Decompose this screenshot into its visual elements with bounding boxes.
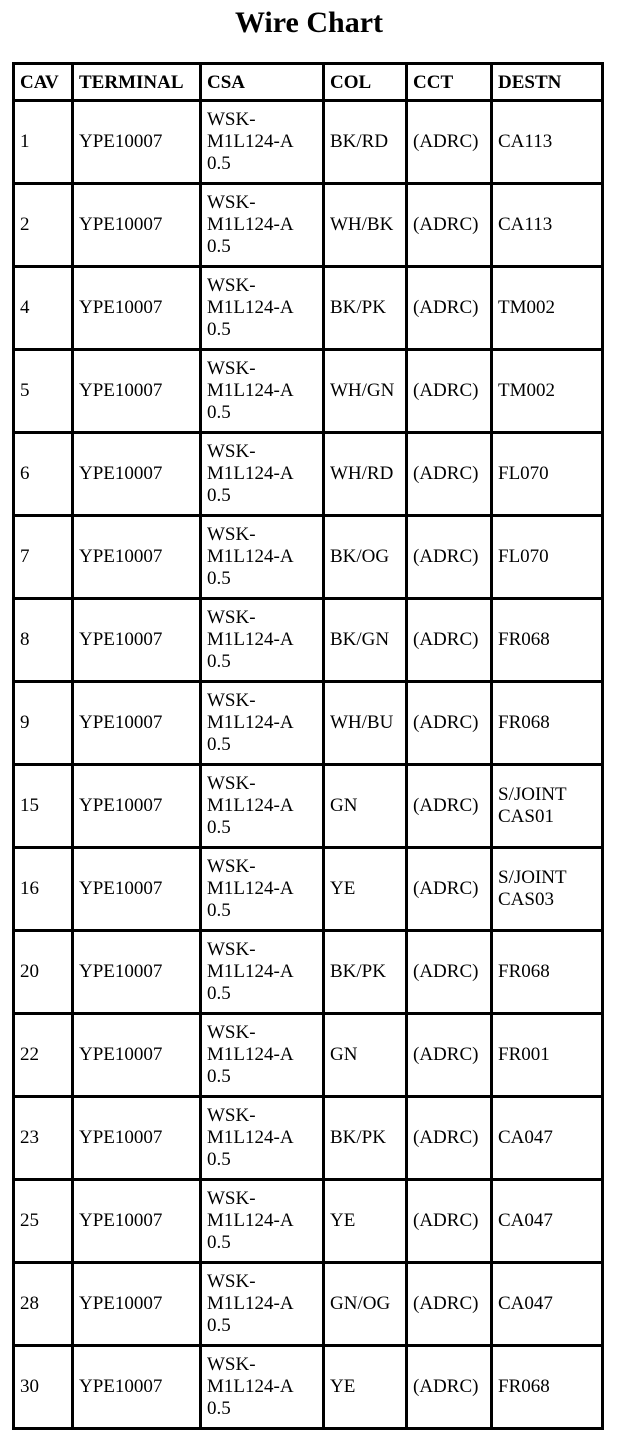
csa-line: M1L124-A [207, 297, 294, 318]
cell-col: BK/PK [325, 268, 408, 351]
csa-line: WSK- [207, 607, 256, 628]
wire-chart-table [12, 62, 604, 1430]
csa-line: WSK- [207, 939, 256, 960]
cell-cav: 1 [15, 102, 74, 185]
cell-csa [202, 185, 325, 268]
cell-cct: (ADRC) [408, 766, 493, 849]
csa-line: M1L124-A [207, 712, 294, 733]
cell-terminal: YPE10007 [74, 517, 202, 600]
cell-csa [202, 1015, 325, 1098]
cell-cav: 6 [15, 434, 74, 517]
csa-line: M1L124-A [207, 546, 294, 567]
cell-csa [202, 1264, 325, 1347]
csa-line: 0.5 [207, 983, 231, 1004]
cell-terminal: YPE10007 [74, 600, 202, 683]
cell-col: BK/OG [325, 517, 408, 600]
csa-line: 0.5 [207, 1232, 231, 1253]
column-header-cav: CAV [15, 65, 74, 102]
table-row [15, 600, 604, 683]
destn-line: CAS01 [498, 806, 554, 827]
csa-line: WSK- [207, 1271, 256, 1292]
destn-line: FR068 [498, 1376, 550, 1397]
csa-line: M1L124-A [207, 1376, 294, 1397]
table-header-row [15, 65, 604, 102]
column-header-destn: DESTN [493, 65, 604, 102]
cell-col: WH/BK [325, 185, 408, 268]
csa-line: 0.5 [207, 485, 231, 506]
table-row [15, 185, 604, 268]
cell-destn [493, 434, 604, 517]
csa-line: WSK- [207, 1022, 256, 1043]
cell-csa [202, 434, 325, 517]
csa-line: M1L124-A [207, 795, 294, 816]
cell-col: BK/PK [325, 1098, 408, 1181]
cell-csa [202, 1098, 325, 1181]
table-row [15, 1347, 604, 1430]
cell-cct: (ADRC) [408, 517, 493, 600]
column-header-col: COL [325, 65, 408, 102]
cell-cav: 4 [15, 268, 74, 351]
cell-cct: (ADRC) [408, 1181, 493, 1264]
csa-line: WSK- [207, 773, 256, 794]
cell-col: WH/RD [325, 434, 408, 517]
cell-cct: (ADRC) [408, 1264, 493, 1347]
cell-destn [493, 1347, 604, 1430]
destn-line: TM002 [498, 297, 555, 318]
destn-line: FR001 [498, 1044, 550, 1065]
cell-cct: (ADRC) [408, 351, 493, 434]
cell-terminal: YPE10007 [74, 1098, 202, 1181]
cell-cct: (ADRC) [408, 434, 493, 517]
cell-destn [493, 1098, 604, 1181]
destn-line: CAS03 [498, 889, 554, 910]
cell-cav: 2 [15, 185, 74, 268]
csa-line: WSK- [207, 109, 256, 130]
cell-cav: 15 [15, 766, 74, 849]
destn-line: FL070 [498, 463, 549, 484]
destn-line: S/JOINT [498, 867, 567, 888]
cell-terminal: YPE10007 [74, 683, 202, 766]
csa-line: 0.5 [207, 651, 231, 672]
cell-col: YE [325, 1347, 408, 1430]
cell-cav: 25 [15, 1181, 74, 1264]
column-header-cct: CCT [408, 65, 493, 102]
table-row [15, 1098, 604, 1181]
table-row [15, 517, 604, 600]
table-row [15, 434, 604, 517]
csa-line: 0.5 [207, 817, 231, 838]
cell-cav: 5 [15, 351, 74, 434]
csa-line: 0.5 [207, 1066, 231, 1087]
csa-line: M1L124-A [207, 629, 294, 650]
cell-destn [493, 683, 604, 766]
cell-destn [493, 766, 604, 849]
csa-line: 0.5 [207, 1398, 231, 1419]
csa-line: 0.5 [207, 734, 231, 755]
csa-line: WSK- [207, 524, 256, 545]
csa-line: M1L124-A [207, 878, 294, 899]
table-row [15, 683, 604, 766]
table-row [15, 268, 604, 351]
cell-terminal: YPE10007 [74, 1015, 202, 1098]
destn-line: FL070 [498, 546, 549, 567]
cell-cct: (ADRC) [408, 185, 493, 268]
cell-destn [493, 849, 604, 932]
csa-line: M1L124-A [207, 1127, 294, 1148]
destn-line: FR068 [498, 961, 550, 982]
destn-line: CA047 [498, 1210, 553, 1231]
csa-line: M1L124-A [207, 463, 294, 484]
destn-line: S/JOINT [498, 784, 567, 805]
cell-csa [202, 766, 325, 849]
csa-line: 0.5 [207, 153, 231, 174]
destn-line: TM002 [498, 380, 555, 401]
csa-line: 0.5 [207, 236, 231, 257]
destn-line: CA113 [498, 131, 553, 152]
cell-csa [202, 849, 325, 932]
cell-terminal: YPE10007 [74, 1264, 202, 1347]
table-row [15, 1264, 604, 1347]
table-row [15, 1015, 604, 1098]
csa-line: 0.5 [207, 402, 231, 423]
cell-cav: 9 [15, 683, 74, 766]
cell-destn [493, 600, 604, 683]
cell-cct: (ADRC) [408, 1098, 493, 1181]
table-body [15, 102, 604, 1430]
cell-cav: 8 [15, 600, 74, 683]
cell-terminal: YPE10007 [74, 102, 202, 185]
table-row [15, 1181, 604, 1264]
cell-cav: 30 [15, 1347, 74, 1430]
cell-cav: 7 [15, 517, 74, 600]
column-header-terminal: TERMINAL [74, 65, 202, 102]
destn-line: CA047 [498, 1127, 553, 1148]
destn-line: CA047 [498, 1293, 553, 1314]
table-row [15, 849, 604, 932]
cell-col: BK/RD [325, 102, 408, 185]
cell-terminal: YPE10007 [74, 1347, 202, 1430]
cell-csa [202, 932, 325, 1015]
csa-line: 0.5 [207, 1315, 231, 1336]
cell-terminal: YPE10007 [74, 932, 202, 1015]
csa-line: WSK- [207, 358, 256, 379]
destn-line: FR068 [498, 629, 550, 650]
cell-cct: (ADRC) [408, 849, 493, 932]
column-header-csa: CSA [202, 65, 325, 102]
cell-col: GN [325, 1015, 408, 1098]
cell-csa [202, 600, 325, 683]
cell-terminal: YPE10007 [74, 268, 202, 351]
page-title: Wire Chart [234, 6, 384, 39]
cell-csa [202, 268, 325, 351]
cell-csa [202, 683, 325, 766]
cell-col: WH/GN [325, 351, 408, 434]
destn-line: FR068 [498, 712, 550, 733]
csa-line: M1L124-A [207, 1210, 294, 1231]
cell-terminal: YPE10007 [74, 185, 202, 268]
csa-line: WSK- [207, 1354, 256, 1375]
csa-line: M1L124-A [207, 1293, 294, 1314]
cell-cav: 16 [15, 849, 74, 932]
csa-line: 0.5 [207, 900, 231, 921]
csa-line: M1L124-A [207, 214, 294, 235]
cell-destn [493, 102, 604, 185]
table-row [15, 932, 604, 1015]
cell-cct: (ADRC) [408, 102, 493, 185]
cell-cav: 20 [15, 932, 74, 1015]
destn-line: CA113 [498, 214, 553, 235]
cell-destn [493, 1264, 604, 1347]
cell-col: WH/BU [325, 683, 408, 766]
cell-terminal: YPE10007 [74, 849, 202, 932]
cell-csa [202, 351, 325, 434]
cell-destn [493, 932, 604, 1015]
csa-line: WSK- [207, 1105, 256, 1126]
cell-cct: (ADRC) [408, 683, 493, 766]
csa-line: M1L124-A [207, 131, 294, 152]
cell-cav: 28 [15, 1264, 74, 1347]
cell-col: GN/OG [325, 1264, 408, 1347]
cell-csa [202, 102, 325, 185]
cell-col: GN [325, 766, 408, 849]
csa-line: M1L124-A [207, 1044, 294, 1065]
csa-line: 0.5 [207, 319, 231, 340]
cell-cct: (ADRC) [408, 268, 493, 351]
cell-terminal: YPE10007 [74, 766, 202, 849]
csa-line: WSK- [207, 441, 256, 462]
cell-terminal: YPE10007 [74, 351, 202, 434]
table-row [15, 351, 604, 434]
cell-destn [493, 351, 604, 434]
cell-destn [493, 1181, 604, 1264]
cell-col: YE [325, 849, 408, 932]
cell-cct: (ADRC) [408, 1015, 493, 1098]
cell-terminal: YPE10007 [74, 434, 202, 517]
table-row [15, 102, 604, 185]
cell-destn [493, 268, 604, 351]
cell-cav: 23 [15, 1098, 74, 1181]
cell-csa [202, 1347, 325, 1430]
csa-line: WSK- [207, 1188, 256, 1209]
cell-cct: (ADRC) [408, 600, 493, 683]
cell-csa [202, 1181, 325, 1264]
csa-line: M1L124-A [207, 380, 294, 401]
cell-cct: (ADRC) [408, 1347, 493, 1430]
csa-line: WSK- [207, 690, 256, 711]
cell-csa [202, 517, 325, 600]
csa-line: WSK- [207, 192, 256, 213]
cell-destn [493, 517, 604, 600]
cell-cct: (ADRC) [408, 932, 493, 1015]
cell-col: BK/GN [325, 600, 408, 683]
csa-line: 0.5 [207, 1149, 231, 1170]
cell-col: YE [325, 1181, 408, 1264]
csa-line: WSK- [207, 275, 256, 296]
cell-cav: 22 [15, 1015, 74, 1098]
cell-destn [493, 1015, 604, 1098]
csa-line: M1L124-A [207, 961, 294, 982]
csa-line: WSK- [207, 856, 256, 877]
table-row [15, 766, 604, 849]
cell-destn [493, 185, 604, 268]
csa-line: 0.5 [207, 568, 231, 589]
cell-col: BK/PK [325, 932, 408, 1015]
cell-terminal: YPE10007 [74, 1181, 202, 1264]
